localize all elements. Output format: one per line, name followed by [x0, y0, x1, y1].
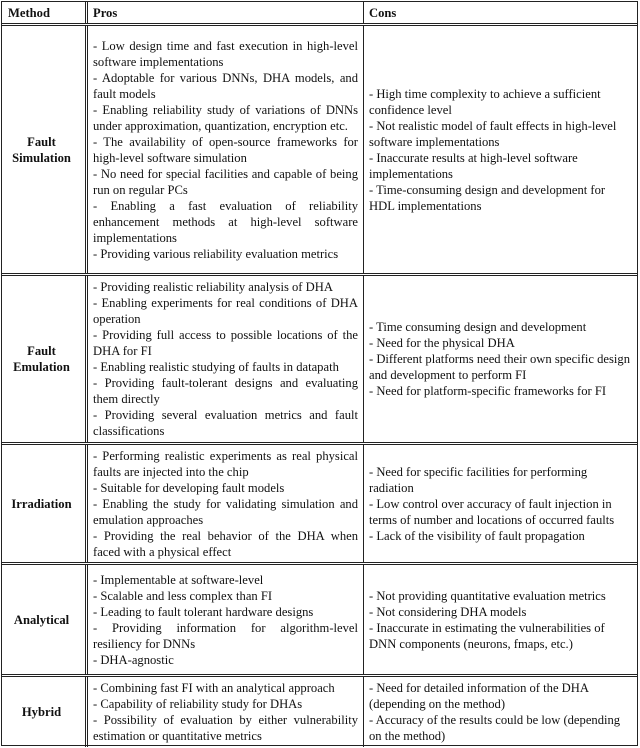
pros-cell: [85, 565, 364, 674]
header-pros: Pros: [85, 2, 364, 23]
pros-item: - Enabling a fast evaluation of reliability enhancement methods at high-level software implementations: [93, 198, 358, 245]
cons-cell: [364, 276, 637, 442]
pros-item: - Leading to fault tolerant hardware designs: [93, 604, 314, 619]
pros-item: - Providing realistic reliability analysis of DHA: [93, 280, 333, 294]
header-row: [2, 2, 637, 23]
cons-cell: [364, 677, 637, 747]
table-row: [2, 23, 637, 273]
table-row: [2, 442, 637, 562]
cons-item: - Lack of the visibility of fault propagation: [369, 528, 585, 543]
pros-item: - No need for special facilities and capable of being run on regular PCs: [93, 166, 358, 197]
table-row: [2, 562, 637, 674]
pros-item: - Providing the real behavior of the DHA when faced with a physical effect: [93, 528, 358, 559]
table-row: [2, 273, 637, 442]
pros-item: - Providing information for algorithm-level resiliency for DNNs: [93, 620, 358, 651]
pros-item: - Adoptable for various DNNs, DHA models, and fault models: [93, 70, 358, 101]
pros-item: - Enabling reliability study of variations of DNNs under approximation, quantization, encryption etc.: [93, 102, 358, 133]
cons-item: - High time complexity to achieve a sufficient confidence level: [369, 86, 601, 117]
pros-item: - Providing fault-tolerant designs and evaluating them directly: [93, 376, 358, 406]
pros-item: - Performing realistic experiments as real physical faults are injected into the chip: [93, 448, 358, 479]
header-method: Method: [8, 5, 50, 20]
pros-list: [93, 572, 358, 668]
cons-item: - Accuracy of the results could be low (depending on the method): [369, 713, 621, 743]
method-cell: Hybrid: [21, 705, 62, 719]
cons-cell: [364, 26, 637, 273]
pros-item: - Possibility of evaluation by either vulnerability estimation or quantitative metrics: [93, 713, 358, 743]
cons-item: - Inaccurate results at high-level software implementations: [369, 150, 578, 181]
method-cell: Analytical: [13, 612, 70, 627]
cons-item: - Not considering DHA models: [369, 604, 527, 619]
pros-list: [93, 680, 358, 744]
cons-item: - Not realistic model of fault effects in high-level software implementations: [369, 118, 617, 149]
cons-list: [369, 464, 632, 544]
pros-cell: [85, 445, 364, 562]
method-cell: Fault Simulation: [12, 134, 71, 165]
cons-cell: [364, 445, 637, 562]
pros-item: - Providing several evaluation metrics and fault classifications: [93, 408, 358, 438]
cons-item: - Need for detailed information of the DHA (depending on the method): [369, 681, 589, 711]
cons-list: [369, 588, 632, 652]
pros-list: [93, 448, 358, 560]
cons-item: - Need for the physical DHA: [369, 336, 515, 350]
cons-item: - Not providing quantitative evaluation metrics: [369, 588, 606, 603]
cons-item: - Time consuming design and development: [369, 320, 587, 334]
pros-item: - Implementable at software-level: [93, 572, 264, 587]
method-cell: Fault Emulation: [13, 344, 70, 374]
pros-item: - Enabling experiments for real conditions of DHA operation: [93, 296, 358, 326]
method-cell: Irradiation: [11, 496, 72, 511]
cons-cell: [364, 565, 637, 674]
pros-item: - Combining fast FI with an analytical approach: [93, 681, 335, 695]
pros-cell: [85, 26, 364, 273]
comparison-table: [1, 1, 638, 746]
cons-list: [369, 86, 632, 214]
pros-list: [93, 38, 358, 262]
pros-item: - Low design time and fast execution in high-level software implementations: [93, 38, 358, 69]
table-row: [2, 674, 637, 747]
cons-item: - Low control over accuracy of fault injection in terms of number and locations of occurred faults: [369, 496, 615, 527]
pros-item: - Enabling realistic studying of faults in datapath: [93, 360, 339, 374]
pros-item: - Providing full access to possible locations of the DHA for FI: [93, 328, 358, 358]
pros-item: - Providing various reliability evaluation metrics: [93, 246, 339, 261]
pros-item: - Scalable and less complex than FI: [93, 588, 273, 603]
pros-list: [93, 279, 358, 439]
pros-item: - Capability of reliability study for DHAs: [93, 697, 303, 711]
header-cons: Cons: [369, 5, 397, 20]
pros-cell: [85, 276, 364, 442]
cons-list: [369, 319, 632, 399]
cons-item: - Inaccurate in estimating the vulnerabilities of DNN components (neurons, fmaps, etc.): [369, 620, 605, 651]
cons-item: - Time-consuming design and development for HDL implementations: [369, 182, 606, 213]
cons-item: - Need for specific facilities for performing radiation: [369, 464, 588, 495]
cons-item: - Need for platform-specific frameworks for FI: [369, 384, 607, 398]
cons-item: - Different platforms need their own specific design and development to perform FI: [369, 352, 631, 382]
pros-cell: [85, 677, 364, 747]
pros-item: - DHA-agnostic: [93, 652, 174, 667]
cons-list: [369, 680, 632, 744]
pros-item: - The availability of open-source frameworks for high-level software simulation: [93, 134, 358, 165]
pros-item: - Suitable for developing fault models: [93, 480, 285, 495]
pros-item: - Enabling the study for validating simulation and emulation approaches: [93, 496, 358, 527]
